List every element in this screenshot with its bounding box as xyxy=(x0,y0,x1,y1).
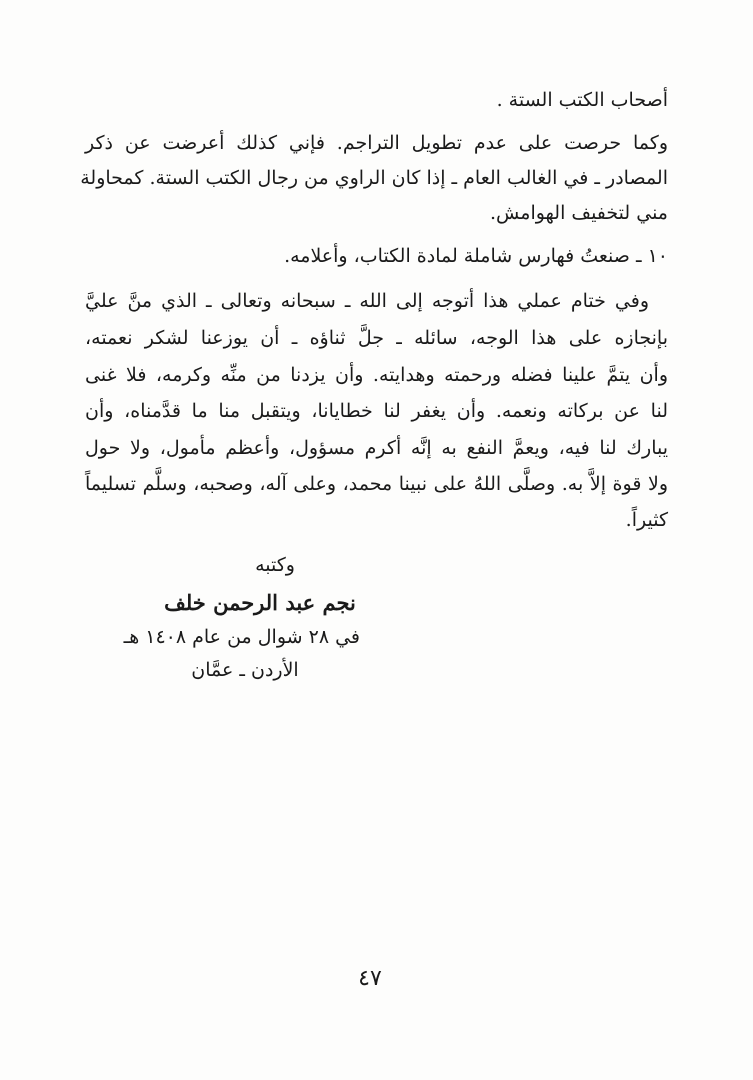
page-number: ٤٧ xyxy=(358,966,382,991)
text-line-2: وكما حرصت على عدم تطويل التراجم. فإني كذلك أعرضت عن ذكر xyxy=(85,132,668,154)
signature-place: الأردن ـ عمَّان xyxy=(191,659,299,681)
text-line-6: وفي ختام عملي هذا أتوجه إلى الله ـ سبحانه وتعالى ـ الذي منَّ عليَّ xyxy=(85,290,649,312)
signature-wrote: وكتبه xyxy=(255,554,295,576)
text-line-4: مني لتخفيف الهوامش. xyxy=(490,202,668,224)
signature-date: في ٢٨ شوال من عام ١٤٠٨ هـ xyxy=(123,626,360,648)
text-line-3: المصادر ـ في الغالب العام ـ إذا كان الراوي من رجال الكتب الستة. كمحاولة xyxy=(80,167,668,189)
signature-name: نجم عبد الرحمن خلف xyxy=(164,590,356,615)
text-line-7: بإنجازه على هذا الوجه، سائله ـ جلَّ ثناؤه ـ أن يوزعنا لشكر نعمته، xyxy=(85,327,668,349)
text-line-1: أصحاب الكتب الستة . xyxy=(496,89,668,111)
text-line-10: يبارك لنا فيه، ويعمَّ النفع به إنَّه أكرم مسؤول، وأعظم مأمول، ولا حول xyxy=(85,437,668,459)
text-line-12: كثيراً. xyxy=(625,509,668,531)
text-line-11: ولا قوة إلاَّ به. وصلَّى اللهُ على نبينا محمد، وعلى آله، وصحبه، وسلَّم تسليماً xyxy=(85,473,668,495)
list-item-10: ١٠ ـ صنعتُ فهارس شاملة لمادة الكتاب، وأعلامه. xyxy=(284,245,668,267)
text-line-9: لنا عن بركاته ونعمه. وأن يغفر لنا خطايانا، ويتقبل منا ما قدَّمناه، وأن xyxy=(85,400,668,422)
text-line-8: وأن يتمَّ علينا فضله ورحمته وهدايته. وأن يزدنا من منِّه وكرمه، فلا غنى xyxy=(85,364,668,386)
